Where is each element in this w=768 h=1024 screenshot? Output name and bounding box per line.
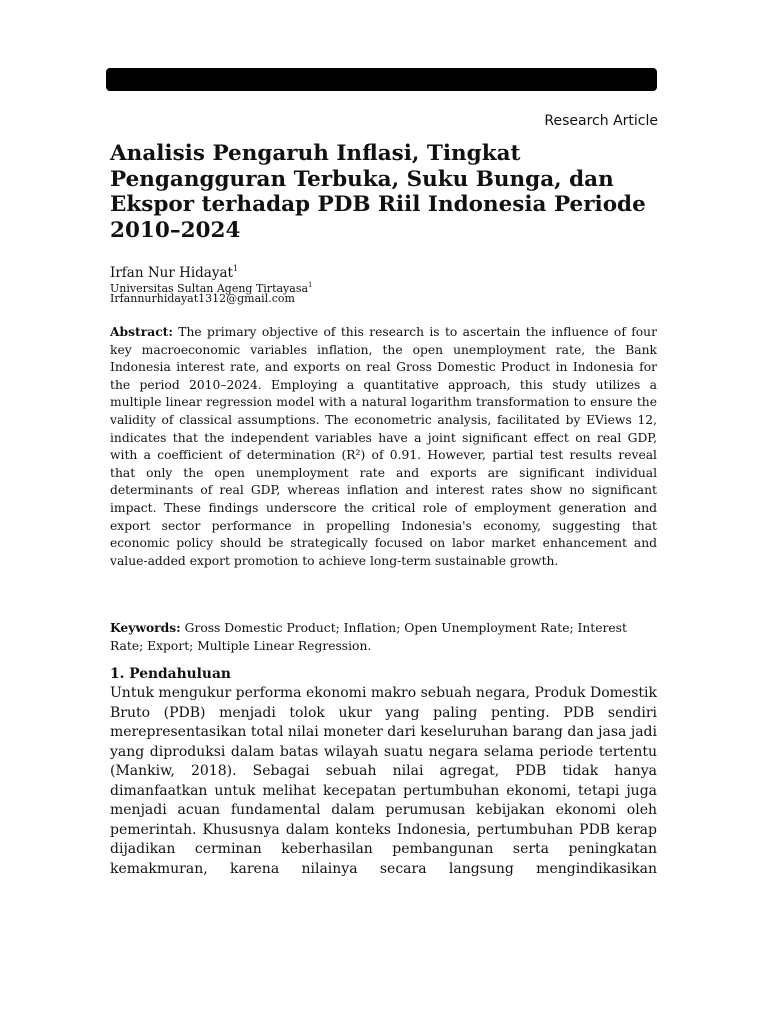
- header-bar: [106, 68, 657, 91]
- keywords-text: Gross Domestic Product; Inflation; Open Unemployment Rate; Interest Rate; Export; Multiple Linear Regression.: [110, 621, 627, 653]
- section-body: Untuk mengukur performa ekonomi makro sebuah negara, Produk Domestik Bruto (PDB) menjadi tolok ukur yang paling penting. PDB sendiri merepresentasikan total nilai moneter dari keseluruhan barang dan jasa jadi yang diproduksi dalam batas wilayah suatu negara selama periode tertentu (Mankiw, 2018). Sebagai sebuah nilai agregat, PDB tidak hanya dimanfaatkan untuk melihat kecepatan pertumbuhan ekonomi, tetapi juga menjadi acuan fundamental dalam perumusan kebijakan ekonomi oleh pemerintah. Khususnya dalam konteks Indonesia, pertumbuhan PDB kerap dijadikan cerminan keberhasilan pembangunan serta peningkatan kemakmuran, karena nilainya secara langsung mengindikasikan: [110, 685, 657, 877]
- abstract-text: The primary objective of this research is to ascertain the influence of four key macroeconomic variables inflation, the open unemployment rate, the Bank Indonesia interest rate, and exports on real Gross Domestic Product in Indonesia for the period 2010–2024. Employing a quantitative approach, this study utilizes a multiple linear regression model with a natural logarithm transformation to ensure the validity of classical assumptions. The econometric analysis, facilitated by EViews 12, indicates that the independent variables have a joint significant effect on real GDP, with a coefficient of determination (R²) of 0.91. However, partial test results reveal that only the open unemployment rate and exports are significant individual determinants of real GDP, whereas inflation and interest rates show no significant impact. These findings underscore the critical role of employment generation and export sector performance in propelling Indonesia's economy, suggesting that economic policy should be strategically focused on labor market enhancement and value-added export promotion to achieve long-term sustainable growth.: [110, 325, 657, 568]
- paper-title: Analisis Pengaruh Inflasi, Tingkat Pengangguran Terbuka, Suku Bunga, dan Ekspor terhadap PDB Riil Indonesia Periode 2010–2024: [110, 141, 646, 243]
- author-marker: 1: [232, 264, 239, 273]
- affiliation-marker: 1: [308, 281, 313, 289]
- keywords-label: Keywords:: [110, 620, 181, 635]
- affiliation-name: Universitas Sultan Ageng Tirtayasa: [110, 282, 309, 295]
- author-email: Irfannurhidayat1312@gmail.com: [110, 292, 295, 305]
- article-type-label: Research Article: [544, 113, 658, 129]
- author-name: Irfan Nur Hidayat: [110, 265, 233, 281]
- section-heading: 1. Pendahuluan: [110, 666, 231, 682]
- abstract: [110, 323, 657, 570]
- abstract-label: Abstract:: [110, 324, 173, 339]
- keywords: [110, 619, 657, 655]
